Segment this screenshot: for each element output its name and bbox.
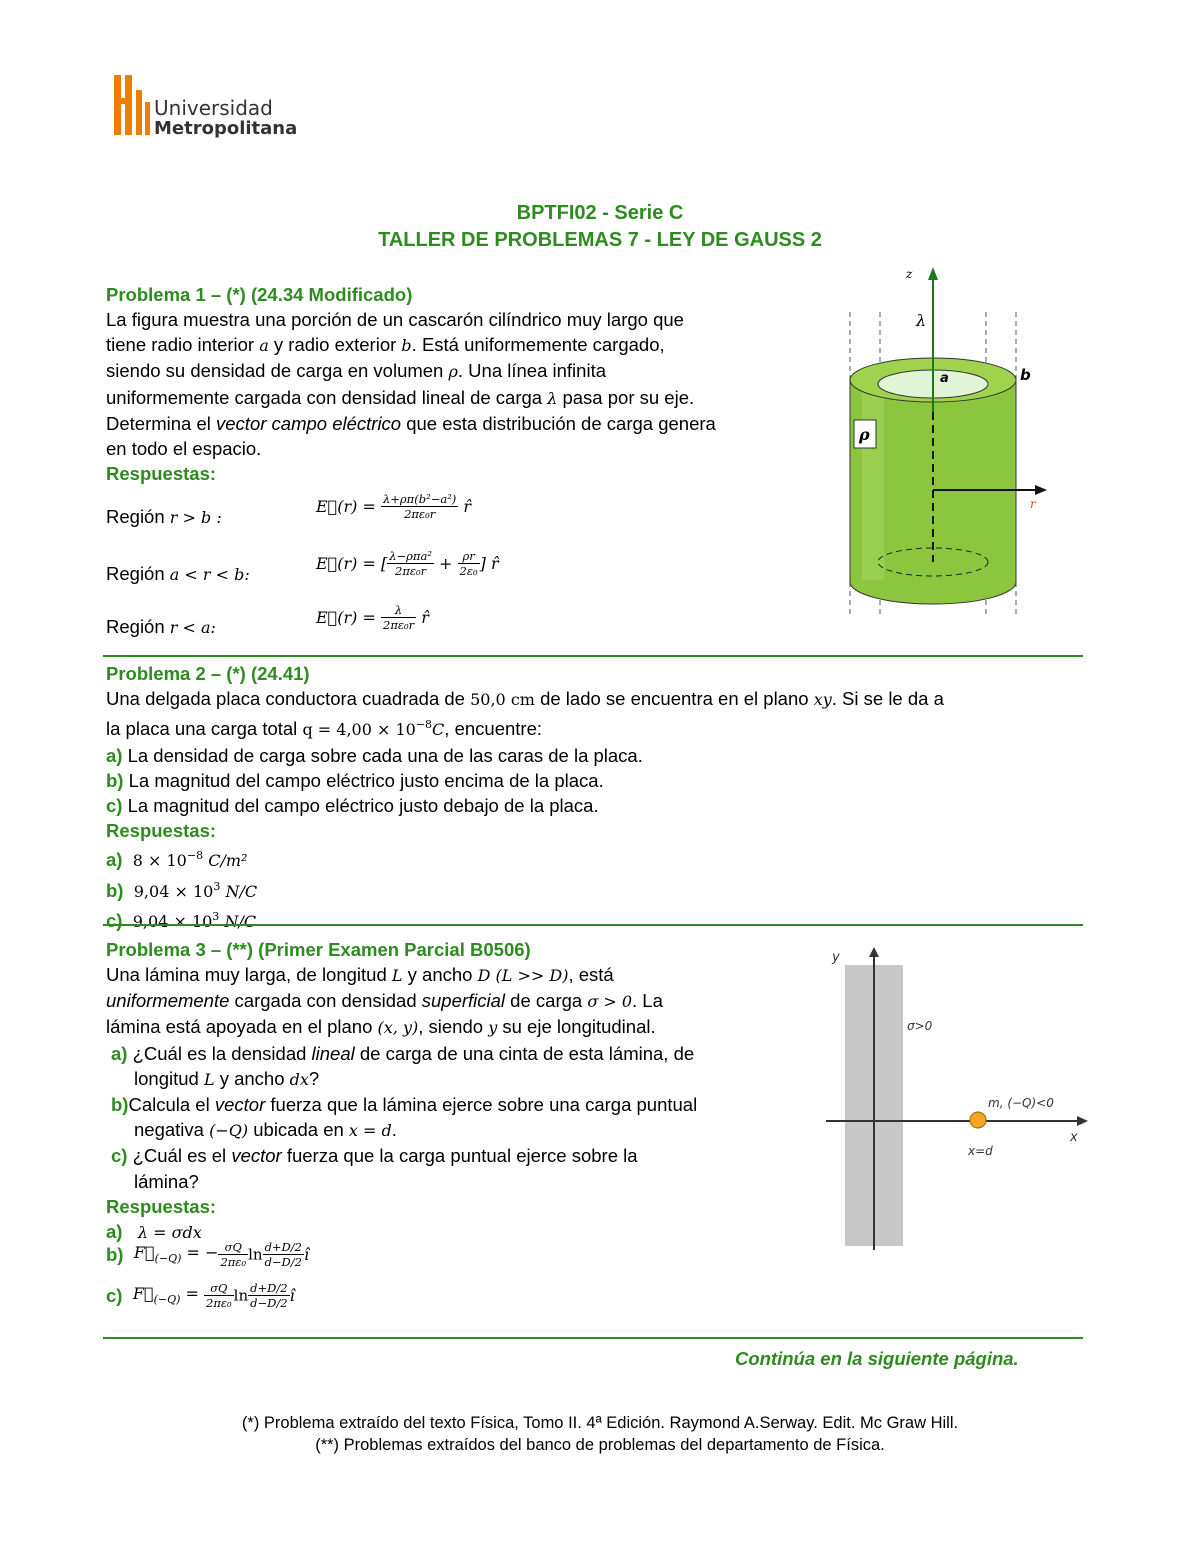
p3-question-c2: lámina? bbox=[134, 1170, 199, 1192]
fig3-sigma-label: σ>0 bbox=[907, 1019, 933, 1033]
problem-3-heading: Problema 3 – (**) (Primer Examen Parcial B0506) bbox=[106, 939, 531, 960]
fig3-x-label: x bbox=[1070, 1130, 1078, 1145]
divider-3 bbox=[103, 1337, 1083, 1339]
fig1-z-label: z bbox=[906, 267, 913, 281]
logo-line2: Metropolitana bbox=[154, 118, 298, 139]
fig1-lambda-label: λ bbox=[916, 311, 927, 330]
problem-1-heading: Problema 1 – (*) (24.34 Modificado) bbox=[106, 284, 413, 305]
university-logo bbox=[112, 72, 298, 139]
p2-line2: la placa una carga total $q = 4,00 \times 10^{-8}C$, encuentre: bbox=[106, 718, 542, 740]
p1-formula-1: E⃗(r) = $\frac{\text{λ+ρπ(b²−a²)}}{\text{2πε₀r}}$ r̂ bbox=[316, 492, 472, 521]
p2-line1: Una delgada placa conductora cuadrada de 50,0 cm de lado se encuentra en el plano xy. Si se le da a bbox=[106, 688, 944, 709]
fig3-charge-label: m, (−Q)<0 bbox=[988, 1096, 1054, 1110]
divider-1 bbox=[103, 655, 1083, 657]
p1-line4: uniformemente cargada con densidad lineal de carga λ pasa por su eje. bbox=[106, 386, 695, 408]
p1-line5: Determina el vector campo eléctrico que esta distribución de carga genera bbox=[106, 412, 716, 434]
p2-item-a: a) La densidad de carga sobre cada una de las caras de la placa. bbox=[106, 744, 643, 766]
p1-line2: tiene radio interior a y radio exterior b. Está uniformemente cargado, bbox=[106, 334, 665, 356]
sheet-figure bbox=[822, 945, 1092, 1250]
page-title: TALLER DE PROBLEMAS 7 - LEY DE GAUSS 2 bbox=[378, 229, 822, 251]
p3-answer-c: c) $F⃗_{(-Q)}$ = $\frac{\sigma Q}{\text{2πε₀}}$ ln $\frac{d+D/2}{d-D/2}$ î bbox=[106, 1281, 295, 1310]
p1-line1: La figura muestra una porción de un cascarón cilíndrico muy largo que bbox=[106, 309, 684, 330]
p1-formula-3: E⃗(r) = $\frac{\lambda}{\text{2πε₀r}}$ r̂ bbox=[316, 603, 429, 632]
p2-answers-label: Respuestas: bbox=[106, 820, 217, 842]
problem-2-heading: Problema 2 – (*) (24.41) bbox=[106, 663, 310, 684]
logo-bars-icon bbox=[112, 72, 152, 138]
logo-line1: Universidad bbox=[154, 96, 273, 120]
problem-3-text bbox=[106, 962, 806, 1245]
p3-line2: uniformemente cargada con densidad superficial de carga σ > 0. La bbox=[106, 990, 663, 1012]
p1-region-2: Región a < r < b: bbox=[106, 563, 250, 584]
p3-question-a2: longitud L y ancho dx? bbox=[134, 1067, 320, 1089]
problem-2-text bbox=[106, 686, 1086, 934]
p1-line3: siendo su densidad de carga en volumen ρ. Una línea infinita bbox=[106, 360, 606, 382]
continue-note: Continúa en la siguiente página. bbox=[735, 1348, 1019, 1369]
cylinder-figure bbox=[840, 262, 1060, 622]
p2-item-b: b) La magnitud del campo eléctrico justo encima de la placa. bbox=[106, 769, 604, 791]
p1-region-3: Región r < a: bbox=[106, 616, 216, 637]
footnote-2: (**) Problemas extraídos del banco de problemas del departamento de Física. bbox=[315, 1436, 885, 1454]
p3-question-b2: negativa (−Q) ubicada en x = d. bbox=[134, 1119, 397, 1141]
p1-region-1: Región r > b : bbox=[106, 506, 222, 527]
p2-answer-b: b) $9,04 \times 10^3$ N/C bbox=[106, 879, 258, 901]
course-code: BPTFI02 - Serie C bbox=[516, 202, 684, 224]
p2-answer-a: a) $8 \times 10^{-8}$ C/m² bbox=[106, 849, 248, 871]
p3-answer-a: a) λ = σdx bbox=[106, 1221, 202, 1243]
divider-2 bbox=[103, 924, 1083, 926]
p3-question-c: c) ¿Cuál es el vector fuerza que la carga puntual ejerce sobre la bbox=[111, 1145, 638, 1167]
p3-answer-b: b) $F⃗_{(-Q)}$ = − $\frac{\sigma Q}{\text{2πε₀}}$ ln $\frac{d+D/2}{d-D/2}$ î bbox=[106, 1240, 310, 1269]
p1-line6: en todo el espacio. bbox=[106, 438, 262, 460]
p3-line1: Una lámina muy larga, de longitud L y ancho D (L >> D), está bbox=[106, 964, 614, 985]
point-charge-icon bbox=[970, 1112, 986, 1128]
p3-question-b: b)Calcula el vector fuerza que la lámina ejerce sobre una carga puntual bbox=[111, 1094, 698, 1116]
fig1-a-label: a bbox=[940, 371, 949, 386]
fig3-y-label: y bbox=[832, 950, 840, 965]
p3-answers-label: Respuestas: bbox=[106, 1195, 217, 1217]
fig1-b-label: b bbox=[1020, 366, 1031, 384]
fig1-r-label: r bbox=[1030, 497, 1036, 511]
problem-1-text bbox=[106, 307, 826, 486]
fig3-xd-label: x=d bbox=[968, 1144, 993, 1158]
p1-answers-label: Respuestas: bbox=[106, 463, 217, 485]
footnote-1: (*) Problema extraído del texto Física, Tomo II. 4ª Edición. Raymond A.Serway. Edit. Mc Graw Hill. bbox=[241, 1414, 959, 1432]
p3-line3: lámina está apoyada en el plano (x, y), siendo y su eje longitudinal. bbox=[106, 1016, 656, 1038]
p2-item-c: c) La magnitud del campo eléctrico justo debajo de la placa. bbox=[106, 794, 599, 816]
p3-question-a: a) ¿Cuál es la densidad lineal de carga de una cinta de esta lámina, de bbox=[111, 1042, 695, 1064]
p2-answer-c: c) $9,04 \times 10^3$ N/C bbox=[106, 910, 257, 932]
p1-formula-2: E⃗(r) = [ $\frac{\text{λ−ρπa²}}{\text{2πε₀r}}$ + $\frac{\rho r}{\text{2ε₀}}$ ] r̂ bbox=[316, 549, 499, 578]
fig1-rho-label: ρ bbox=[859, 425, 870, 444]
